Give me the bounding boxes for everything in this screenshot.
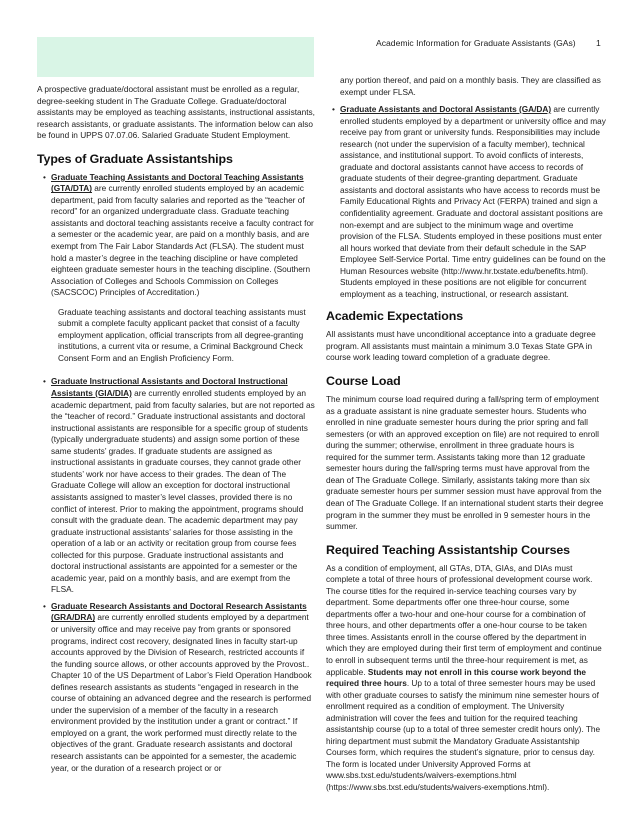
- page-number: 1: [596, 38, 601, 48]
- list-item: [37, 601, 315, 774]
- list-item: [326, 104, 606, 300]
- list-item: [37, 376, 315, 595]
- bullet-icon: •: [43, 601, 46, 611]
- gia-dia-term: Graduate Instructional Assistants and Doctoral Instructional Assistants (GIA/DIA): [51, 377, 288, 399]
- bullet-icon: •: [332, 105, 335, 115]
- right-column: [326, 75, 606, 804]
- gra-dra-description: are currently enrolled students employed by a department or university office and may receive pay from grants or sponsored programs, indirect cost recovery, designated lines in faculty start-up accounts approved by the Division of Research, restricted accounts if the funding source allows, or other accounts approved by the Provost.. Chapter 10 of the US Department of Labor’s Field Operation Handbook defines research assistants as students “engaged in research in the course of obtaining an advanced degree and the research is performed under the supervision of a member of the faculty in a research environment provided by the institution under a grant or contract.” If employed on a grant, the work performed must directly relate to the objectives of the grant. Graduate research assistants and doctoral research assistants can be appointed for a semester, the academic year, or the duration of a research project or or: [51, 613, 312, 773]
- gra-dra-continuation: any portion thereof, and paid on a monthly basis. They are classified as exempt under FLSA.: [340, 76, 601, 97]
- required-courses-text-part1: As a condition of employment, all GTAs, DTA, GIAs, and DIAs must complete a total of three hours of professional development course work. The course titles for the required in-service teaching courses vary by department. Some departments offer one three-hour course, some departments offer a two-hour and one-hour course for a combination of three hours, and other departments offer a one-hour course to be taken three times. Assistants enroll in the course offered by the department in which they are employed during their first term of employment and continue to enroll in subsequent terms until the three-hour requirement is met, as applicable.: [326, 563, 602, 677]
- course-load-heading: Course Load: [326, 374, 401, 389]
- ga-da-description: are currently enrolled students employed by a department or university office and may receive pay from grant or university funds. Responsibilities may include research (not under the supervision of a faculty member), technical assistance, and institutional support. To avoid conflicts of interests, graduate and doctoral assistants cannot have access to records of graduate students of their degree-granting department. Graduate assistants and doctoral assistants who have access to records must be Family Educational Rights and Privacy Act (FERPA) trained and sign a confidentiality agreement. Graduate and doctoral assistant positions are non-exempt and are subject to the minimum wage and overtime provision of the FLSA. Students employed in these positions must enter all hours worked that deviate from their default schedule in the SAP Employee Self-Service Portal. Time entry guidelines can be found on the Human Resources website (http://www.hr.txstate.edu/benefits.html). Students employed in these positions are not eligible for concurrent employment as a teaching, instructional, or research assistant.: [340, 105, 606, 299]
- required-courses-heading: Required Teaching Assistantship Courses: [326, 542, 570, 557]
- left-column: [37, 84, 315, 779]
- running-header: Academic Information for Graduate Assistants (GAs): [376, 38, 576, 48]
- required-courses-text-part2: . Up to a total of three semester hours may be used with other graduate courses to satisfy the minimum nine semester hours of enrollment required as a condition of employment. The University administration will cover the fees and tuition for the required teaching assistantship course (up to a total of three semester credit hours only). The hiring department must submit the Mandatory Graduate Assistantship Courses form, which requires the student’s signature, prior to census day. The form is located under University Approved Forms at www.sbs.txst.edu/students/waivers-exemptions.html (https://www.sbs.txst.edu/students/waivers-exemptions.html).: [326, 679, 601, 792]
- gia-dia-description: are currently enrolled students employed by an academic department, paid from faculty salaries, but are not reported as the “teacher of record.” Graduate instructional assistants and doctoral instructional assistants are responsible for a specific group of students (typically undergraduate students) and assign some portion of these same students’ grades. If graduate students are assigned as instructional assistants in graduate courses, they cannot grade other students’ work nor have access to their grades. The dean of The Graduate College will allow an exception for doctoral instructional assistants assigned to master’s level classes, provided there is no conflict of interest. Prior to making the appointment, programs should consult with the graduate dean. The academic department may pay graduate instructional assistants’ salaries for those assisting in the operation of a lab or an activity or recitation group from course fees collected for this purpose. Graduate instructional assistants and doctoral instructional assistants are appointed for a semester or the academic year, paid on a monthly basis, and are exempt from the FLSA.: [51, 389, 315, 595]
- assistantship-types-list: [37, 172, 315, 774]
- header-color-block: [37, 37, 314, 77]
- gta-dta-description: are currently enrolled students employed by an academic department, paid from faculty salaries and reported as the “teacher of record” for an organized undergraduate class. Graduate teaching assistants and doctoral teaching assistants receive a faculty contract for a semester or the academic year, are paid on a monthly basis, and are exempt from The Fair Labor Standards Act (FLSA). The student must hold a master’s degree in the teaching discipline or have completed eighteen graduate semester hours in the teaching discipline. (Southern Association of Colleges and Schools Commission on Colleges (SACSCOC) Principles of Accreditation.): [51, 184, 314, 298]
- academic-expectations-heading: Academic Expectations: [326, 309, 464, 324]
- required-courses-bold-note: Students may not enroll in this course work beyond the required three hours: [326, 667, 586, 689]
- academic-expectations-text: All assistants must have unconditional acceptance into a graduate degree program. All assistants must maintain a minimum 3.0 Texas State GPA in course work leading toward completion of a graduate degree.: [326, 330, 596, 363]
- gra-dra-term: Graduate Research Assistants and Doctoral Research Assistants (GRA/DRA): [51, 601, 307, 623]
- ga-da-term: Graduate Assistants and Doctoral Assistants (GA/DA): [340, 105, 552, 115]
- assistantship-types-list-continued: [326, 104, 606, 300]
- list-item: [37, 172, 315, 365]
- intro-paragraph: A prospective graduate/doctoral assistant must be enrolled as a regular, degree-seeking student in The Graduate College. Graduate/doctoral assistants may be employed as teaching assistants, instructional assistants, research assistants, or graduate assistants. The information below can also be found in UPPS 07.07.06. Salaried Graduate Student Employment.: [37, 85, 315, 141]
- bullet-icon: •: [43, 172, 46, 182]
- gta-dta-note: Graduate teaching assistants and doctoral teaching assistants must submit a complete faculty applicant packet that consist of a faculty employment application, official transcripts from all degree-granting institutions, a current vita or resume, a Criminal Background Check Consent Form and an English Proficiency Form.: [58, 307, 306, 363]
- types-heading: Types of Graduate Assistantships: [37, 151, 233, 166]
- course-load-text: The minimum course load required during a fall/spring term of employment as a graduate assistant is nine graduate semester hours. Students who enrolled in nine graduate semester hours during the prior spring and fall semesters (or with an approved exception on file) are not required to enroll during the summer; otherwise, enrollment in three graduate hours is required for the summer term. Assistants taking more than 12 graduate semester hours during the fall/spring terms must have approval from the dean of The Graduate College. Similarly, assistants taking more than six graduate semester hours per summer session must have approval from the dean of The Graduate College. If an international student starts their degree program in the summer they must be enrolled in 9 semester hours in the summer.: [326, 395, 604, 532]
- bullet-icon: •: [43, 377, 46, 387]
- gta-dta-term: Graduate Teaching Assistants and Doctoral Teaching Assistants (GTA/DTA): [51, 172, 304, 194]
- required-courses-text: [326, 563, 606, 794]
